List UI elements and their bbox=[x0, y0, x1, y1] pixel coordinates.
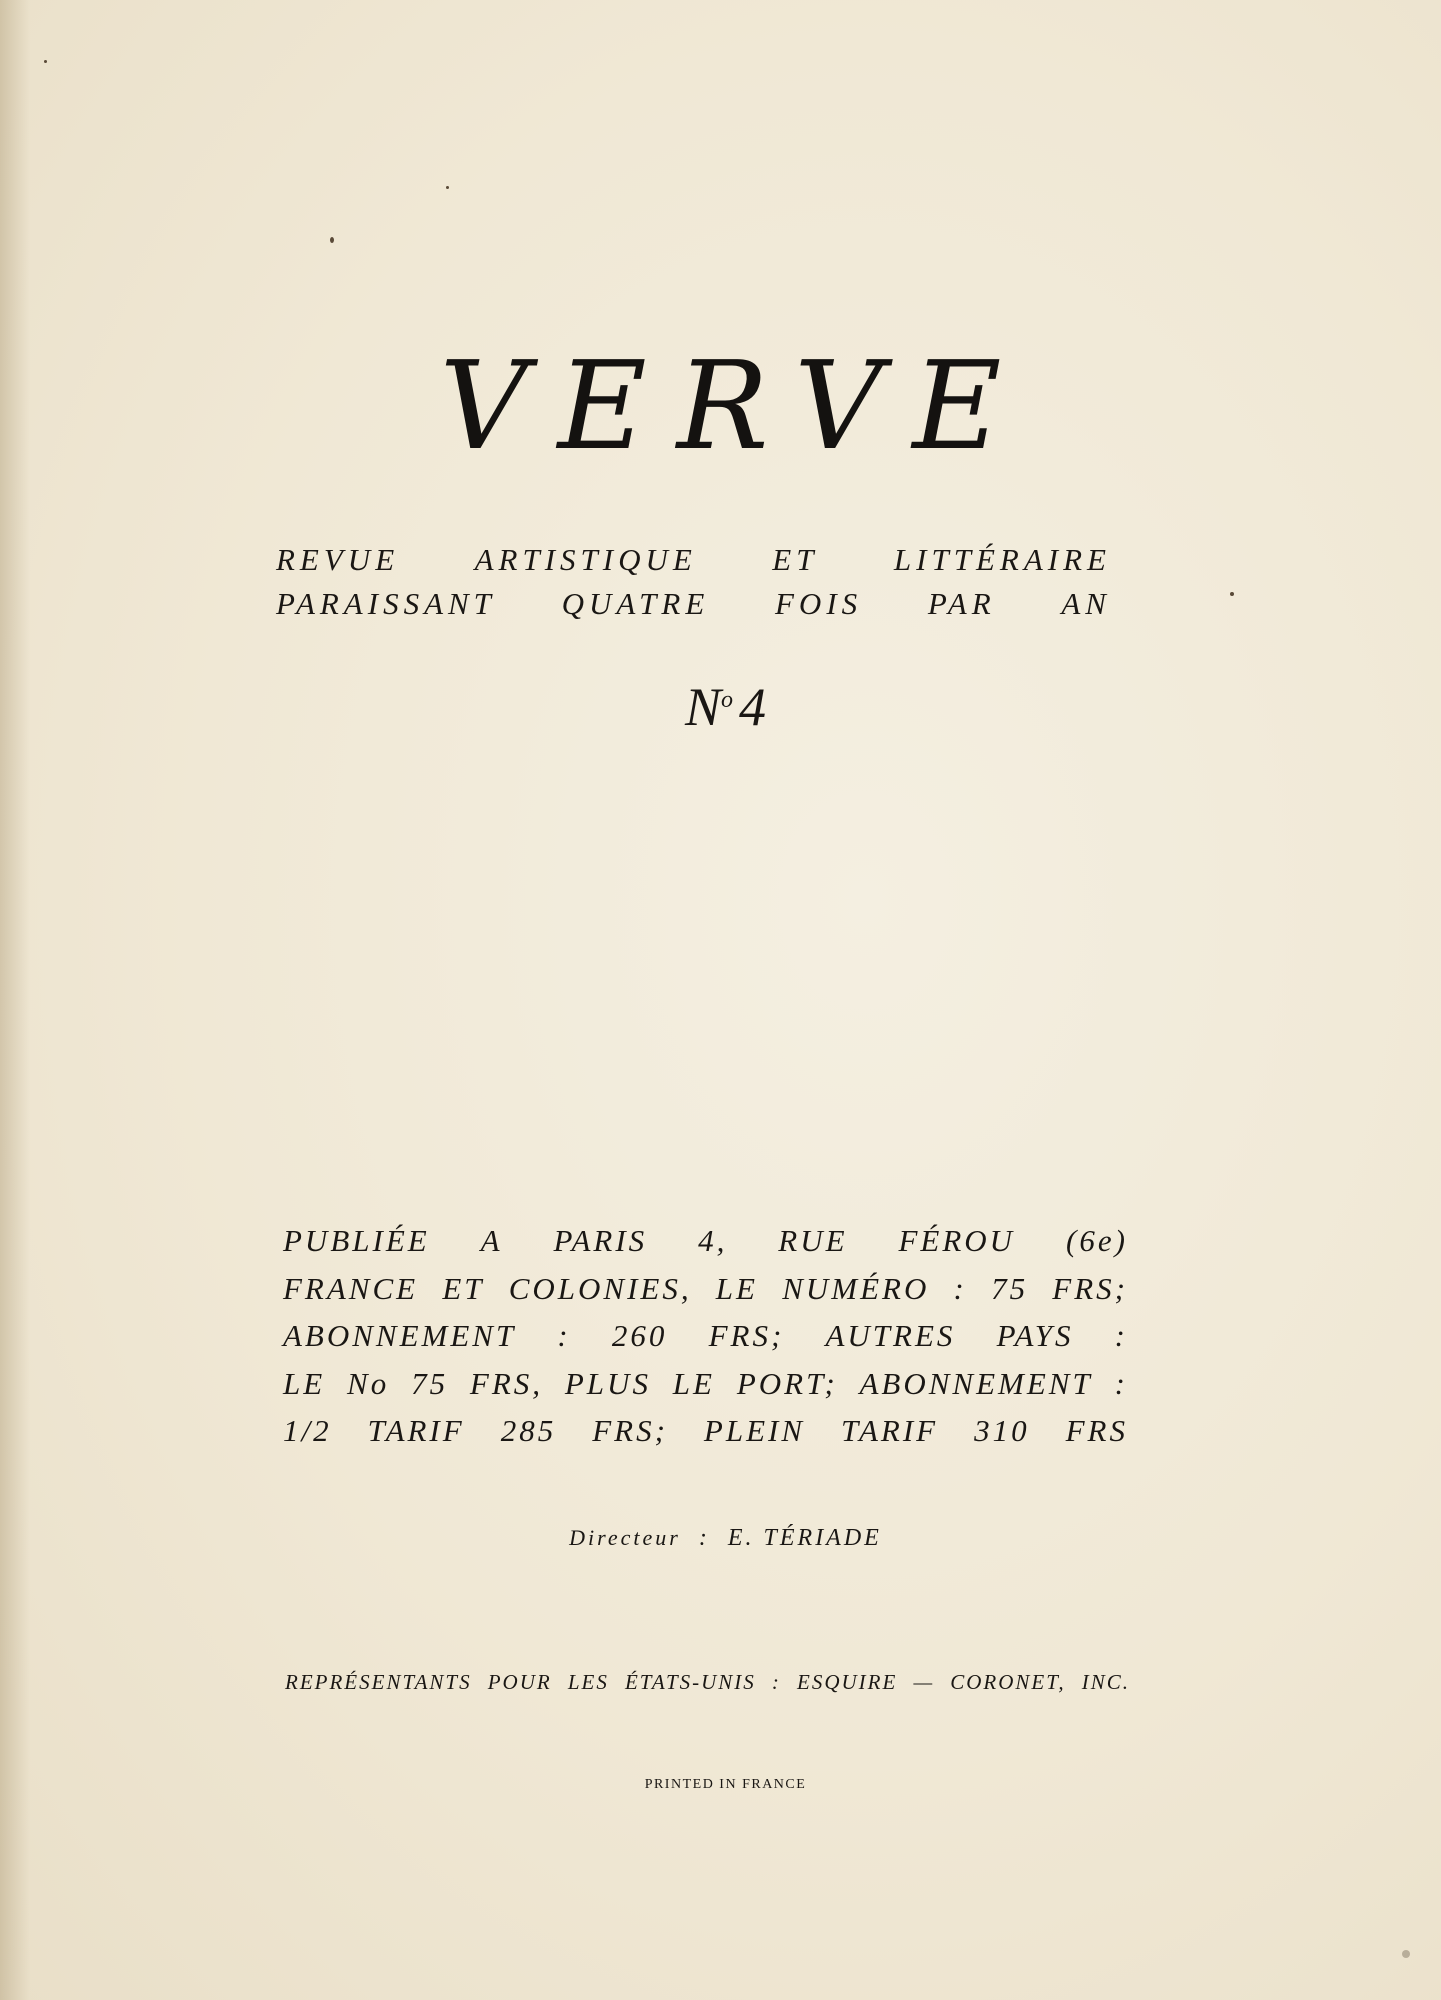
info-word: PAYS bbox=[996, 1318, 1074, 1353]
info-word: FRS; bbox=[1052, 1271, 1128, 1306]
subtitle-word: FOIS bbox=[775, 586, 863, 621]
info-word: FRS; bbox=[708, 1318, 785, 1353]
paper-speck bbox=[1230, 592, 1234, 596]
info-word: FÉROU bbox=[898, 1223, 1016, 1258]
info-line bbox=[283, 1320, 1128, 1351]
info-word: : bbox=[557, 1318, 571, 1353]
info-word: ABONNEMENT bbox=[859, 1366, 1093, 1401]
info-word: LE bbox=[283, 1366, 326, 1401]
info-word: LE bbox=[715, 1271, 758, 1306]
info-word: FRS; bbox=[592, 1413, 668, 1448]
info-word: 75 bbox=[411, 1366, 449, 1401]
info-word: PORT; bbox=[736, 1366, 838, 1401]
info-word: 260 bbox=[611, 1318, 668, 1353]
page-edge-shadow bbox=[0, 0, 30, 2000]
info-word: : bbox=[1114, 1318, 1128, 1353]
paper-speck bbox=[446, 186, 449, 189]
info-word: RUE bbox=[778, 1223, 848, 1258]
info-word: LE bbox=[672, 1366, 715, 1401]
info-word: 1/2 bbox=[283, 1413, 332, 1448]
info-word: ET bbox=[442, 1271, 485, 1306]
info-word: FRANCE bbox=[283, 1271, 419, 1306]
info-word: A bbox=[480, 1223, 503, 1258]
representatives-word: LES bbox=[567, 1670, 609, 1694]
info-word: PLUS bbox=[564, 1366, 651, 1401]
show-through-ghost bbox=[40, 150, 113, 263]
paper-speck bbox=[330, 237, 334, 243]
magazine-title: VERVE bbox=[439, 335, 1032, 477]
director-credit bbox=[0, 1525, 1441, 1552]
info-word: : bbox=[1114, 1366, 1128, 1401]
subtitle-word: PAR bbox=[927, 586, 996, 621]
representatives-word: ESQUIRE bbox=[797, 1670, 898, 1694]
issue-value: 4 bbox=[739, 677, 767, 737]
representatives-word: : bbox=[771, 1670, 781, 1694]
info-word: TARIF bbox=[367, 1413, 465, 1448]
subtitle-word: ARTISTIQUE bbox=[474, 542, 697, 577]
info-word: : bbox=[953, 1271, 967, 1306]
info-word: AUTRES bbox=[825, 1318, 956, 1353]
us-representatives bbox=[285, 1670, 1130, 1695]
info-word: 4, bbox=[698, 1223, 728, 1258]
director-separator: : bbox=[698, 1525, 710, 1551]
representatives-word: INC. bbox=[1081, 1670, 1130, 1694]
info-word: TARIF bbox=[841, 1413, 939, 1448]
subtitle-word: PARAISSANT bbox=[276, 586, 496, 621]
info-line bbox=[283, 1415, 1128, 1446]
subtitle-word: AN bbox=[1061, 586, 1111, 621]
director-name: E. TÉRIADE bbox=[727, 1525, 882, 1551]
info-word: NUMÉRO bbox=[782, 1271, 930, 1306]
info-word: PLEIN bbox=[703, 1413, 806, 1448]
info-word: FRS bbox=[1065, 1413, 1128, 1448]
info-word: ABONNEMENT bbox=[283, 1318, 517, 1353]
info-word: FRS, bbox=[469, 1366, 544, 1401]
info-line bbox=[283, 1368, 1128, 1399]
issue-superscript: o bbox=[721, 687, 734, 713]
director-label: Directeur bbox=[569, 1525, 681, 1550]
paper-speck bbox=[44, 60, 47, 63]
subtitle-word: LITTÉRAIRE bbox=[893, 542, 1111, 577]
info-word: COLONIES, bbox=[508, 1271, 692, 1306]
info-word: 285 bbox=[500, 1413, 557, 1448]
subtitle-line-2 bbox=[276, 588, 1111, 619]
info-word: PUBLIÉE bbox=[283, 1223, 430, 1258]
printed-in-france: PRINTED IN FRANCE bbox=[644, 1777, 807, 1792]
representatives-word: — bbox=[913, 1670, 935, 1694]
subtitle-word: ET bbox=[772, 542, 819, 577]
info-line bbox=[283, 1225, 1128, 1256]
representatives-word: CORONET, bbox=[950, 1670, 1066, 1694]
subtitle-line-1 bbox=[276, 544, 1111, 575]
paper-speck bbox=[1402, 1950, 1410, 1958]
info-word: PARIS bbox=[553, 1223, 648, 1258]
info-word: 310 bbox=[974, 1413, 1030, 1448]
issue-prefix: N bbox=[684, 677, 722, 737]
info-word: (6e) bbox=[1066, 1223, 1128, 1258]
info-word: 75 bbox=[991, 1271, 1029, 1306]
representatives-word: REPRÉSENTANTS bbox=[285, 1670, 472, 1694]
info-line bbox=[283, 1273, 1128, 1304]
representatives-word: POUR bbox=[487, 1670, 552, 1694]
representatives-word: ÉTATS-UNIS bbox=[624, 1670, 756, 1694]
info-word: No bbox=[347, 1366, 390, 1401]
subtitle-word: QUATRE bbox=[561, 586, 710, 621]
issue-number bbox=[0, 677, 1441, 737]
subtitle-word: REVUE bbox=[276, 542, 400, 577]
